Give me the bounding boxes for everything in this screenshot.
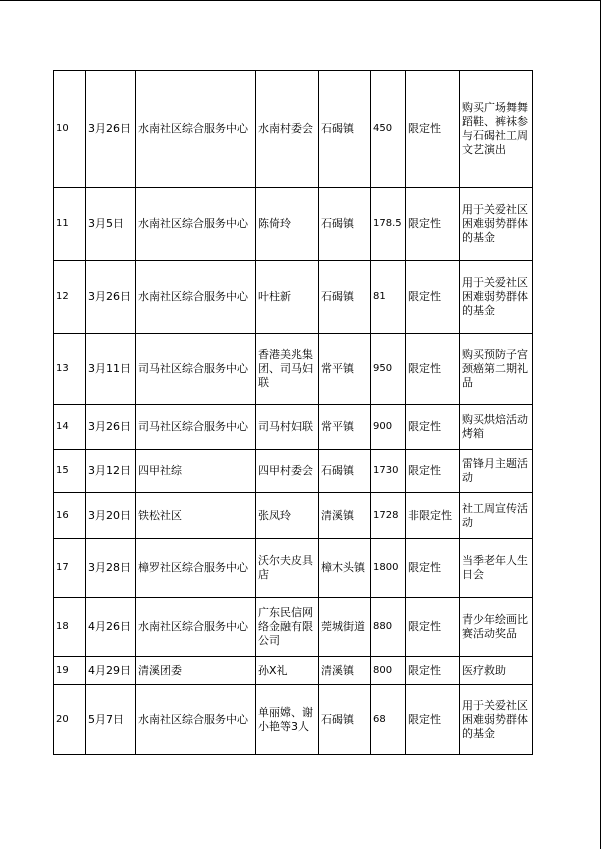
purpose-cell: 用于关爱社区困难弱势群体的基金 [460,261,533,334]
row-number: 14 [54,405,86,450]
purpose-cell: 医疗救助 [460,657,533,685]
donor-cell: 四甲村委会 [256,450,319,493]
amount-cell: 450 [371,71,406,188]
date-cell: 4月26日 [86,598,136,657]
date-cell: 3月12日 [86,450,136,493]
date-cell: 3月28日 [86,539,136,598]
recipient-cell: 水南社区综合服务中心 [136,188,256,261]
type-cell: 限定性 [406,657,460,685]
date-cell: 3月26日 [86,405,136,450]
table-row [54,261,533,334]
amount-cell: 68 [371,685,406,755]
table-row [54,334,533,405]
amount-cell: 1800 [371,539,406,598]
recipient-cell: 司马社区综合服务中心 [136,334,256,405]
type-cell: 限定性 [406,450,460,493]
date-cell: 3月5日 [86,188,136,261]
purpose-cell: 青少年绘画比赛活动奖品 [460,598,533,657]
purpose-cell: 购买烘焙活动烤箱 [460,405,533,450]
recipient-cell: 水南社区综合服务中心 [136,685,256,755]
amount-cell: 800 [371,657,406,685]
town-cell: 清溪镇 [319,657,371,685]
amount-cell: 81 [371,261,406,334]
date-cell: 3月26日 [86,71,136,188]
table-row [54,493,533,539]
type-cell: 限定性 [406,405,460,450]
town-cell: 石碣镇 [319,188,371,261]
donor-cell: 单丽嫦、谢小艳等3人 [256,685,319,755]
type-cell: 限定性 [406,71,460,188]
amount-cell: 1728 [371,493,406,539]
town-cell: 石碣镇 [319,71,371,188]
row-number: 15 [54,450,86,493]
purpose-cell: 用于关爱社区困难弱势群体的基金 [460,188,533,261]
row-number: 17 [54,539,86,598]
date-cell: 3月20日 [86,493,136,539]
table-row [54,657,533,685]
type-cell: 限定性 [406,685,460,755]
purpose-cell: 社工周宣传活动 [460,493,533,539]
row-number: 10 [54,71,86,188]
amount-cell: 900 [371,405,406,450]
table-row [54,539,533,598]
amount-cell: 950 [371,334,406,405]
type-cell: 限定性 [406,598,460,657]
amount-cell: 178.5 [371,188,406,261]
purpose-cell: 购买预防子宫颈癌第二期礼品 [460,334,533,405]
recipient-cell: 樟罗社区综合服务中心 [136,539,256,598]
row-number: 20 [54,685,86,755]
recipient-cell: 水南社区综合服务中心 [136,598,256,657]
purpose-cell: 购买广场舞舞蹈鞋、裤袜参与石碣社工周文艺演出 [460,71,533,188]
type-cell: 限定性 [406,188,460,261]
table-row [54,450,533,493]
row-number: 18 [54,598,86,657]
town-cell: 樟木头镇 [319,539,371,598]
town-cell: 清溪镇 [319,493,371,539]
donor-cell: 香港美兆集团、司马妇联 [256,334,319,405]
table-row [54,685,533,755]
type-cell: 非限定性 [406,493,460,539]
row-number: 11 [54,188,86,261]
row-number: 16 [54,493,86,539]
donor-cell: 沃尔夫皮具店 [256,539,319,598]
type-cell: 限定性 [406,261,460,334]
recipient-cell: 清溪团委 [136,657,256,685]
donor-cell: 广东民信网络金融有限公司 [256,598,319,657]
amount-cell: 880 [371,598,406,657]
row-number: 12 [54,261,86,334]
table-row [54,71,533,188]
table-row [54,405,533,450]
recipient-cell: 四甲社综 [136,450,256,493]
purpose-cell: 当季老年人生日会 [460,539,533,598]
town-cell: 常平镇 [319,405,371,450]
type-cell: 限定性 [406,539,460,598]
recipient-cell: 水南社区综合服务中心 [136,261,256,334]
donor-cell: 张凤玲 [256,493,319,539]
town-cell: 石碣镇 [319,685,371,755]
purpose-cell: 雷锋月主题活动 [460,450,533,493]
recipient-cell: 司马社区综合服务中心 [136,405,256,450]
town-cell: 石碣镇 [319,450,371,493]
town-cell: 石碣镇 [319,261,371,334]
donor-cell: 水南村委会 [256,71,319,188]
purpose-cell: 用于关爱社区困难弱势群体的基金 [460,685,533,755]
donor-cell: 孙X礼 [256,657,319,685]
row-number: 19 [54,657,86,685]
table-row [54,188,533,261]
town-cell: 莞城街道 [319,598,371,657]
type-cell: 限定性 [406,334,460,405]
row-number: 13 [54,334,86,405]
donation-table [53,70,533,755]
date-cell: 3月11日 [86,334,136,405]
table-row [54,598,533,657]
recipient-cell: 铁松社区 [136,493,256,539]
town-cell: 常平镇 [319,334,371,405]
amount-cell: 1730 [371,450,406,493]
date-cell: 5月7日 [86,685,136,755]
donor-cell: 司马村妇联 [256,405,319,450]
donor-cell: 陈倚玲 [256,188,319,261]
recipient-cell: 水南社区综合服务中心 [136,71,256,188]
donor-cell: 叶柱新 [256,261,319,334]
date-cell: 3月26日 [86,261,136,334]
date-cell: 4月29日 [86,657,136,685]
